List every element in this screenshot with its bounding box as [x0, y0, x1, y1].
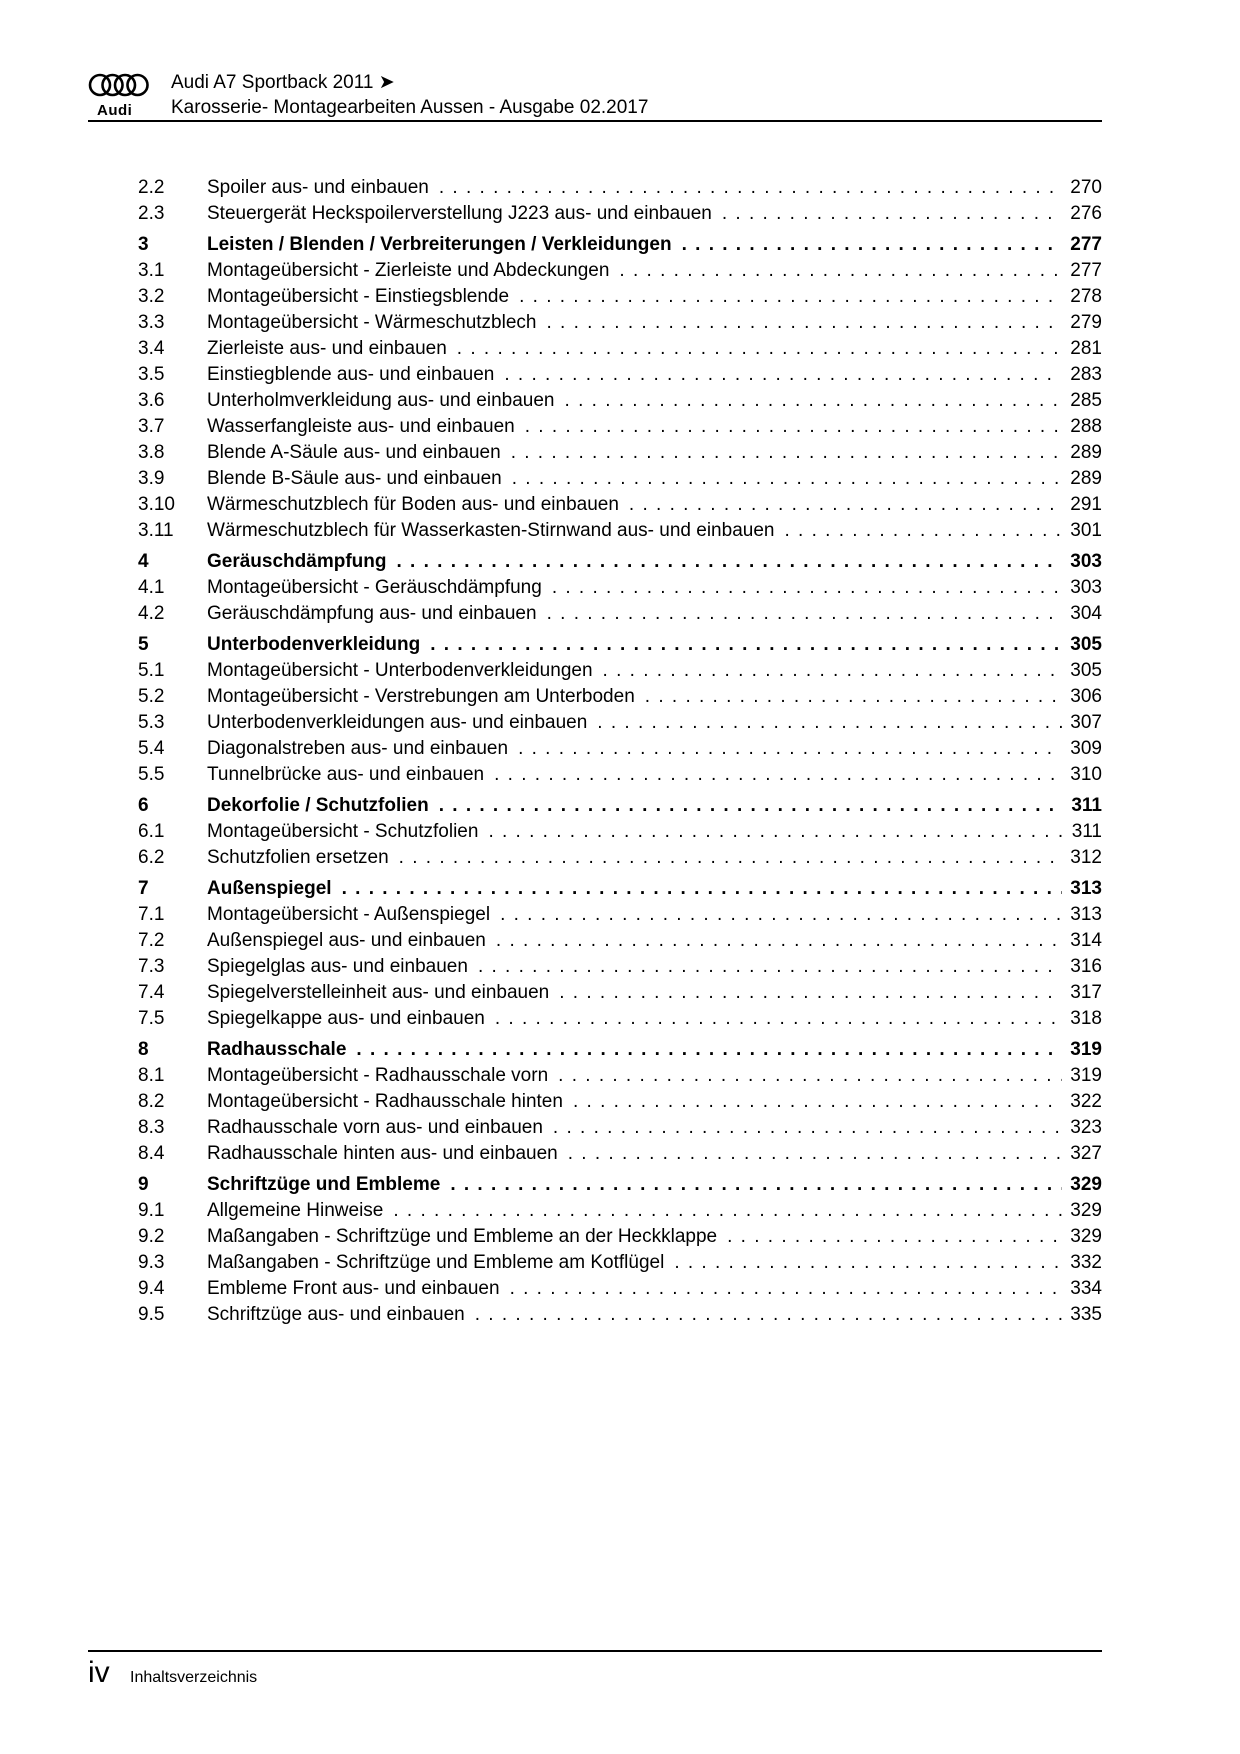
toc-leader-dots — [645, 684, 1063, 710]
page-header — [88, 72, 1102, 122]
toc-page-number: 276 — [1070, 203, 1102, 224]
toc-entry-row[interactable] — [138, 762, 1102, 788]
toc-leader-dots — [399, 845, 1063, 871]
toc-title-line — [207, 601, 1102, 627]
toc-leader-dots — [629, 492, 1062, 518]
toc-title-line — [207, 1198, 1102, 1224]
toc-leader-dots — [356, 1036, 1062, 1063]
toc-page-number: 314 — [1070, 930, 1102, 951]
toc-page-number: 289 — [1070, 468, 1102, 489]
document-subtitle: Karosserie- Montagearbeiten Aussen - Ausgabe 02.2017 — [171, 97, 649, 118]
toc-leader-dots — [510, 1276, 1063, 1302]
toc-title: Wärmeschutzblech für Wasserkasten-Stirnwand aus- und einbauen — [207, 520, 775, 541]
toc-page-number: 303 — [1070, 577, 1102, 598]
toc-entry-row[interactable] — [138, 414, 1102, 440]
toc-title: Steuergerät Heckspoilerverstellung J223 aus- und einbauen — [207, 203, 712, 224]
toc-leader-dots — [553, 1115, 1062, 1141]
toc-leader-dots — [597, 710, 1062, 736]
toc-title-line — [207, 1250, 1102, 1276]
toc-number: 5.2 — [138, 686, 165, 707]
toc-title: Montageübersicht - Wärmeschutzblech — [207, 312, 537, 333]
toc-entry-row[interactable] — [138, 845, 1102, 871]
toc-title: Allgemeine Hinweise — [207, 1200, 384, 1221]
toc-chapter-row[interactable] — [138, 1036, 1102, 1063]
toc-title-line — [207, 762, 1102, 788]
toc-entry-row[interactable] — [138, 1115, 1102, 1141]
toc-page-number: 311 — [1071, 821, 1102, 842]
toc-number: 9.5 — [138, 1304, 165, 1325]
toc-title-line — [207, 1063, 1102, 1089]
toc-title: Tunnelbrücke aus- und einbauen — [207, 764, 485, 785]
toc-entry-row[interactable] — [138, 1198, 1102, 1224]
page-number: iv — [88, 1656, 110, 1689]
toc-page-number: 270 — [1070, 177, 1102, 198]
toc-leader-dots — [552, 575, 1062, 601]
toc-title-line — [207, 954, 1102, 980]
toc-entry-row[interactable] — [138, 1063, 1102, 1089]
toc-page-number: 303 — [1070, 551, 1102, 572]
toc-number: 7.1 — [138, 904, 165, 925]
toc-title: Diagonalstreben aus- und einbauen — [207, 738, 509, 759]
toc-page-number: 304 — [1070, 603, 1102, 624]
toc-number: 2.2 — [138, 177, 165, 198]
toc-title-line — [207, 1171, 1102, 1198]
footer-divider — [88, 1650, 1102, 1652]
toc-title: Leisten / Blenden / Verbreiterungen / Verkleidungen — [207, 234, 672, 255]
toc-page-number: 309 — [1070, 738, 1102, 759]
toc-entry-row[interactable] — [138, 710, 1102, 736]
toc-number: 5 — [138, 634, 149, 655]
toc-page-number: 277 — [1070, 260, 1102, 281]
toc-title: Embleme Front aus- und einbauen — [207, 1278, 500, 1299]
toc-entry-row[interactable] — [138, 1276, 1102, 1302]
table-of-contents — [138, 175, 1102, 1328]
toc-entry-row[interactable] — [138, 658, 1102, 684]
toc-leader-dots — [525, 414, 1063, 440]
toc-title: Außenspiegel aus- und einbauen — [207, 930, 486, 951]
toc-entry-row[interactable] — [138, 902, 1102, 928]
toc-entry-row[interactable] — [138, 518, 1102, 544]
toc-leader-dots — [496, 928, 1062, 954]
toc-leader-dots — [439, 175, 1062, 201]
toc-title: Geräuschdämpfung aus- und einbauen — [207, 603, 537, 624]
toc-page-number: 322 — [1070, 1091, 1102, 1112]
toc-title: Montageübersicht - Radhausschale hinten — [207, 1091, 563, 1112]
toc-leader-dots — [603, 658, 1063, 684]
toc-entry-row[interactable] — [138, 819, 1102, 845]
toc-title-line — [207, 518, 1102, 544]
document-title: Audi A7 Sportback 2011 ➤ — [171, 72, 395, 93]
toc-page-number: 313 — [1070, 904, 1102, 925]
toc-leader-dots — [494, 762, 1062, 788]
toc-title: Wärmeschutzblech für Boden aus- und einbauen — [207, 494, 619, 515]
toc-page-number: 285 — [1070, 390, 1102, 411]
toc-title-line — [207, 362, 1102, 388]
toc-title-line — [207, 1224, 1102, 1250]
toc-title: Geräuschdämpfung — [207, 551, 387, 572]
toc-page-number: 305 — [1070, 660, 1102, 681]
toc-page-number: 307 — [1070, 712, 1102, 733]
toc-leader-dots — [568, 1141, 1063, 1167]
toc-number: 9.3 — [138, 1252, 165, 1273]
toc-chapter-row[interactable] — [138, 875, 1102, 902]
toc-entry-row[interactable] — [138, 284, 1102, 310]
toc-entry-row[interactable] — [138, 1224, 1102, 1250]
toc-entry-row[interactable] — [138, 601, 1102, 627]
toc-leader-dots — [504, 362, 1062, 388]
toc-number: 3.8 — [138, 442, 165, 463]
toc-title-line — [207, 792, 1102, 819]
toc-leader-dots — [619, 258, 1062, 284]
toc-leader-dots — [457, 336, 1063, 362]
toc-chapter-row[interactable] — [138, 631, 1102, 658]
toc-number: 2.3 — [138, 203, 165, 224]
toc-title-line — [207, 492, 1102, 518]
toc-title-line — [207, 658, 1102, 684]
toc-leader-dots — [512, 466, 1063, 492]
toc-entry-row[interactable] — [138, 388, 1102, 414]
toc-leader-dots — [478, 954, 1062, 980]
toc-title-line — [207, 284, 1102, 310]
toc-title: Radhausschale hinten aus- und einbauen — [207, 1143, 558, 1164]
toc-number: 8.4 — [138, 1143, 165, 1164]
toc-page-number: 305 — [1070, 634, 1102, 655]
toc-title-line — [207, 175, 1102, 201]
toc-page-number: 281 — [1070, 338, 1102, 359]
toc-page-number: 319 — [1070, 1039, 1102, 1060]
toc-number: 7.3 — [138, 956, 165, 977]
toc-title-line — [207, 258, 1102, 284]
toc-entry-row[interactable] — [138, 1006, 1102, 1032]
toc-entry-row[interactable] — [138, 1302, 1102, 1328]
toc-title: Blende A-Säule aus- und einbauen — [207, 442, 501, 463]
toc-entry-row[interactable] — [138, 928, 1102, 954]
toc-entry-row[interactable] — [138, 684, 1102, 710]
toc-page-number: 332 — [1070, 1252, 1102, 1273]
toc-title: Unterbodenverkleidungen aus- und einbauen — [207, 712, 588, 733]
toc-page-number: 291 — [1070, 494, 1102, 515]
toc-page-number: 329 — [1070, 1226, 1102, 1247]
toc-leader-dots — [547, 601, 1063, 627]
toc-page-number: 306 — [1070, 686, 1102, 707]
toc-entry-row[interactable] — [138, 258, 1102, 284]
toc-number: 3.1 — [138, 260, 165, 281]
toc-number: 6.2 — [138, 847, 165, 868]
toc-leader-dots — [546, 310, 1062, 336]
toc-page-number: 288 — [1070, 416, 1102, 437]
toc-number: 8 — [138, 1039, 149, 1060]
toc-title-line — [207, 231, 1102, 258]
toc-number: 3.9 — [138, 468, 165, 489]
toc-title-line — [207, 1115, 1102, 1141]
toc-number: 9.4 — [138, 1278, 165, 1299]
toc-leader-dots — [511, 440, 1063, 466]
toc-title-line — [207, 440, 1102, 466]
toc-leader-dots — [518, 736, 1062, 762]
toc-title-line — [207, 388, 1102, 414]
toc-entry-row[interactable] — [138, 310, 1102, 336]
toc-number: 4.1 — [138, 577, 165, 598]
footer-label: Inhaltsverzeichnis — [130, 1669, 258, 1686]
toc-page-number: 283 — [1070, 364, 1102, 385]
toc-title: Außenspiegel — [207, 878, 332, 899]
toc-title: Montageübersicht - Geräuschdämpfung — [207, 577, 542, 598]
toc-title: Spiegelkappe aus- und einbauen — [207, 1008, 485, 1029]
toc-title: Montageübersicht - Schutzfolien — [207, 821, 479, 842]
toc-title-line — [207, 414, 1102, 440]
audi-rings-icon — [88, 72, 150, 100]
toc-entry-row[interactable] — [138, 175, 1102, 201]
toc-title: Zierleiste aus- und einbauen — [207, 338, 447, 359]
toc-number: 3.4 — [138, 338, 165, 359]
toc-number: 9.2 — [138, 1226, 165, 1247]
toc-leader-dots — [682, 231, 1063, 258]
audi-brand-text: Audi — [97, 102, 133, 119]
toc-page-number: 335 — [1070, 1304, 1102, 1325]
toc-page-number: 329 — [1070, 1200, 1102, 1221]
toc-title: Montageübersicht - Radhausschale vorn — [207, 1065, 549, 1086]
toc-title-line — [207, 631, 1102, 658]
toc-leader-dots — [559, 980, 1062, 1006]
toc-page-number: 329 — [1070, 1174, 1102, 1195]
toc-title-line — [207, 980, 1102, 1006]
toc-title-line — [207, 710, 1102, 736]
toc-title-line — [207, 336, 1102, 362]
toc-page-number: 277 — [1070, 234, 1102, 255]
toc-page-number: 319 — [1070, 1065, 1102, 1086]
toc-entry-row[interactable] — [138, 466, 1102, 492]
toc-number: 9.1 — [138, 1200, 165, 1221]
toc-leader-dots — [784, 518, 1062, 544]
toc-page-number: 301 — [1070, 520, 1102, 541]
toc-title-line — [207, 1089, 1102, 1115]
toc-entry-row[interactable] — [138, 336, 1102, 362]
toc-leader-dots — [393, 1198, 1062, 1224]
toc-entry-row[interactable] — [138, 1250, 1102, 1276]
toc-number: 7.2 — [138, 930, 165, 951]
toc-page-number: 313 — [1070, 878, 1102, 899]
toc-title: Unterbodenverkleidung — [207, 634, 421, 655]
toc-entry-row[interactable] — [138, 1089, 1102, 1115]
toc-number: 9 — [138, 1174, 149, 1195]
toc-title: Maßangaben - Schriftzüge und Embleme an der Heckklappe — [207, 1226, 718, 1247]
toc-page-number: 310 — [1070, 764, 1102, 785]
toc-number: 7.4 — [138, 982, 165, 1003]
toc-title: Wasserfangleiste aus- und einbauen — [207, 416, 515, 437]
toc-number: 3.7 — [138, 416, 165, 437]
toc-number: 8.1 — [138, 1065, 165, 1086]
toc-title: Blende B-Säule aus- und einbauen — [207, 468, 502, 489]
toc-page-number: 312 — [1070, 847, 1102, 868]
toc-page-number: 316 — [1070, 956, 1102, 977]
toc-page-number: 318 — [1070, 1008, 1102, 1029]
toc-leader-dots — [500, 902, 1062, 928]
toc-title: Spiegelglas aus- und einbauen — [207, 956, 468, 977]
toc-title: Schutzfolien ersetzen — [207, 847, 389, 868]
toc-number: 3.5 — [138, 364, 165, 385]
toc-title: Radhausschale vorn aus- und einbauen — [207, 1117, 543, 1138]
toc-number: 3.3 — [138, 312, 165, 333]
toc-leader-dots — [495, 1006, 1062, 1032]
toc-page-number: 278 — [1070, 286, 1102, 307]
audi-logo — [88, 72, 148, 120]
toc-number: 4.2 — [138, 603, 165, 624]
toc-title: Spoiler aus- und einbauen — [207, 177, 429, 198]
toc-leader-dots — [674, 1250, 1062, 1276]
toc-number: 3.10 — [138, 494, 175, 515]
toc-page-number: 334 — [1070, 1278, 1102, 1299]
toc-title: Dekorfolie / Schutzfolien — [207, 795, 429, 816]
toc-page-number: 279 — [1070, 312, 1102, 333]
toc-page-number: 317 — [1070, 982, 1102, 1003]
toc-leader-dots — [488, 819, 1063, 845]
header-divider — [88, 120, 1102, 122]
toc-title-line — [207, 1141, 1102, 1167]
toc-leader-dots — [342, 875, 1063, 902]
toc-title-line — [207, 466, 1102, 492]
toc-entry-row[interactable] — [138, 954, 1102, 980]
toc-number: 4 — [138, 551, 149, 572]
toc-title: Unterholmverkleidung aus- und einbauen — [207, 390, 555, 411]
toc-title-line — [207, 1036, 1102, 1063]
toc-title: Einstiegblende aus- und einbauen — [207, 364, 495, 385]
toc-title: Radhausschale — [207, 1039, 347, 1060]
toc-leader-dots — [396, 548, 1062, 575]
toc-number: 8.3 — [138, 1117, 165, 1138]
toc-entry-row[interactable] — [138, 201, 1102, 227]
toc-leader-dots — [727, 1224, 1062, 1250]
toc-entry-row[interactable] — [138, 440, 1102, 466]
toc-title: Spiegelverstelleinheit aus- und einbauen — [207, 982, 550, 1003]
toc-leader-dots — [450, 1171, 1062, 1198]
toc-chapter-row[interactable] — [138, 231, 1102, 258]
toc-title-line — [207, 548, 1102, 575]
toc-title-line — [207, 875, 1102, 902]
toc-leader-dots — [439, 792, 1064, 819]
toc-number: 3.2 — [138, 286, 165, 307]
toc-title-line — [207, 902, 1102, 928]
toc-title: Montageübersicht - Zierleiste und Abdeckungen — [207, 260, 610, 281]
toc-number: 6 — [138, 795, 149, 816]
toc-title-line — [207, 928, 1102, 954]
toc-entry-row[interactable] — [138, 575, 1102, 601]
toc-page-number: 323 — [1070, 1117, 1102, 1138]
toc-leader-dots — [565, 388, 1063, 414]
toc-page-number: 289 — [1070, 442, 1102, 463]
toc-title: Schriftzüge und Embleme — [207, 1174, 441, 1195]
toc-title: Montageübersicht - Außenspiegel — [207, 904, 491, 925]
toc-leader-dots — [475, 1302, 1063, 1328]
toc-leader-dots — [430, 631, 1062, 658]
toc-entry-row[interactable] — [138, 736, 1102, 762]
toc-number: 8.2 — [138, 1091, 165, 1112]
toc-leader-dots — [573, 1089, 1062, 1115]
toc-title: Schriftzüge aus- und einbauen — [207, 1304, 465, 1325]
toc-title-line — [207, 684, 1102, 710]
toc-entry-row[interactable] — [138, 362, 1102, 388]
toc-number: 3.6 — [138, 390, 165, 411]
toc-entry-row[interactable] — [138, 492, 1102, 518]
toc-entry-row[interactable] — [138, 1141, 1102, 1167]
toc-leader-dots — [558, 1063, 1062, 1089]
toc-title-line — [207, 1006, 1102, 1032]
toc-title: Montageübersicht - Verstrebungen am Unterboden — [207, 686, 635, 707]
toc-entry-row[interactable] — [138, 980, 1102, 1006]
toc-title-line — [207, 201, 1102, 227]
toc-number: 3.11 — [138, 520, 174, 541]
toc-chapter-row[interactable] — [138, 1171, 1102, 1198]
toc-number: 5.5 — [138, 764, 165, 785]
toc-title-line — [207, 575, 1102, 601]
toc-number: 3 — [138, 234, 149, 255]
toc-number: 5.4 — [138, 738, 165, 759]
toc-leader-dots — [519, 284, 1062, 310]
toc-title: Maßangaben - Schriftzüge und Embleme am Kotflügel — [207, 1252, 665, 1273]
toc-chapter-row[interactable] — [138, 548, 1102, 575]
toc-number: 7.5 — [138, 1008, 165, 1029]
toc-title: Montageübersicht - Unterbodenverkleidungen — [207, 660, 593, 681]
toc-title-line — [207, 1302, 1102, 1328]
toc-leader-dots — [722, 201, 1062, 227]
toc-title-line — [207, 310, 1102, 336]
toc-title-line — [207, 819, 1102, 845]
toc-title-line — [207, 845, 1102, 871]
toc-title-line — [207, 736, 1102, 762]
toc-number: 7 — [138, 878, 149, 899]
toc-title-line — [207, 1276, 1102, 1302]
toc-page-number: 327 — [1070, 1143, 1102, 1164]
toc-number: 5.3 — [138, 712, 165, 733]
toc-page-number: 311 — [1071, 795, 1102, 816]
toc-number: 6.1 — [138, 821, 165, 842]
toc-title: Montageübersicht - Einstiegsblende — [207, 286, 510, 307]
toc-chapter-row[interactable] — [138, 792, 1102, 819]
toc-number: 5.1 — [138, 660, 165, 681]
